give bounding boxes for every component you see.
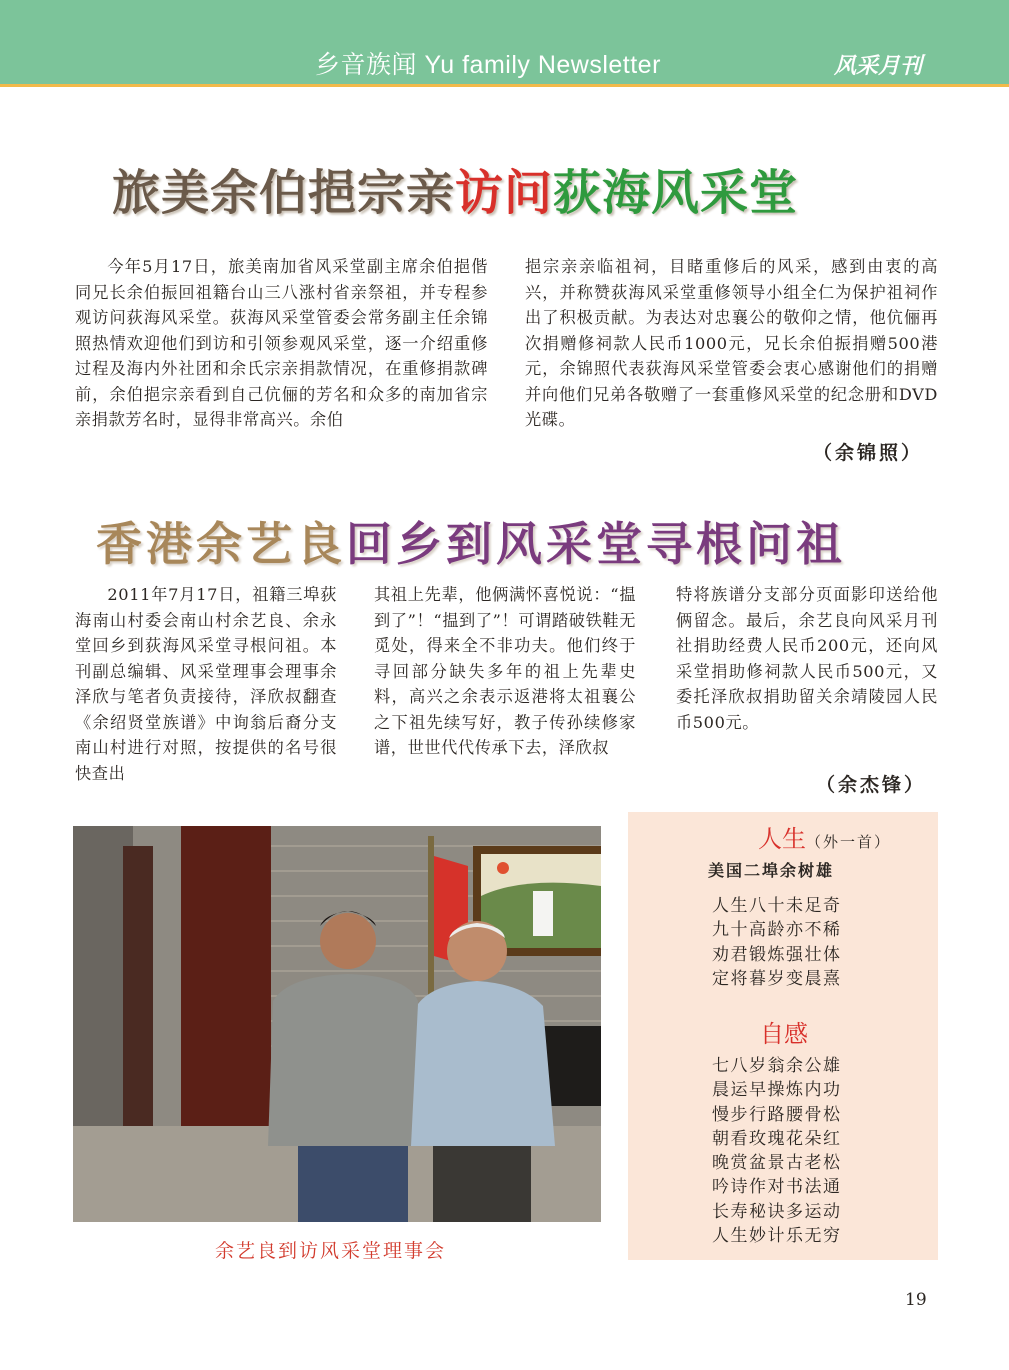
- photo-caption: 余艺良到访风采堂理事会: [215, 1240, 447, 1262]
- poem-line: 七八岁翁余公雄: [712, 1056, 842, 1076]
- poem-line: 晨运早操炼内功: [712, 1080, 842, 1101]
- headline-part: 访问: [455, 165, 554, 221]
- page-number: 19: [905, 1290, 927, 1310]
- poem2-title: 自感: [760, 1020, 808, 1048]
- article1-headline: [112, 164, 798, 222]
- article1-paragraph: 挹宗亲亲临祖祠，目睹重修后的风采，感到由衷的高兴，并称赞荻海风采堂重修领导小组全仁为保护祖祠作出了积极贡献。为表达对忠襄公的敬仰之情，他伉俪再次捐赠修祠款人民币1000元，兄长余伯振捐赠500港元，余锦照代表荻海风采堂管委会衷心感谢他们的捐赠并向他们兄弟各敬赠了一套重修风采堂的纪念册和DVD光碟。: [525, 257, 938, 429]
- poem1-title-text: 人生: [758, 825, 806, 853]
- article2-paragraph: 2011年7月17日，祖籍三埠荻海南山村委会南山村余艺良、余永堂回乡到荻海风采堂寻根问祖。本刊副总编辑、风采堂理事会理事余泽欣与笔者负责接待，泽欣叔翻查《余绍贤堂族谱》中询翁后裔分支南山村进行对照，按提供的名号很快查出: [75, 585, 337, 783]
- poem-line: 人生八十未足奇: [712, 896, 842, 916]
- poem-line: 人生妙计乐无穷: [712, 1226, 842, 1247]
- article2-headline: [96, 516, 846, 572]
- headline-part: 荻海风采堂: [553, 165, 799, 221]
- article2-paragraph: 特将族谱分支部分页面影印送给他俩留念。最后，余艺良向风采月刊社捐助经费人民币200元，还向风采堂捐助修祠款人民币500元，又委托泽欣叔捐助留关余靖陵园人民币500元。: [676, 585, 938, 732]
- poem-line: 劝君锻炼强壮体: [712, 944, 842, 965]
- article2-paragraph: 其祖上先辈，他俩满怀喜悦说：“揾到了”！“揾到了”！可谓踏破铁鞋无觅处，得来全不非功夫。他们终于寻回部分缺失多年的祖上先辈史料，高兴之余表示返港将太祖襄公之下祖先续写好，教子传孙续修家谱，世世代代传承下去，泽欣叔: [374, 585, 636, 757]
- poem1-body: [712, 894, 842, 991]
- poem-line: 晚赏盆景古老松: [712, 1153, 842, 1174]
- poem-line: 定将暮岁变晨熹: [712, 968, 842, 989]
- article1-column-2: [525, 254, 938, 433]
- article2-author: （余杰锋）: [816, 774, 927, 796]
- headline-part: 旅美余伯挹宗亲: [112, 165, 456, 221]
- poem2-body: [712, 1054, 842, 1248]
- article1-paragraph: 今年5月17日，旅美南加省风采堂副主席余伯挹偕同兄长余伯振回祖籍台山三八涨村省亲祭祖，并专程参观访问荻海风采堂。荻海风采堂管委会常务副主任余锦照热情欢迎他们到访和引领参观风采堂，逐一介绍重修过程及海内外社团和余氏宗亲捐款情况，在重修捐款碑前，余伯挹宗亲看到自己伉俪的芳名和众多的南加省宗亲捐款芳名时，显得非常高兴。余伯: [75, 257, 488, 429]
- poem-line: 九十高龄亦不稀: [712, 920, 842, 941]
- poem1-author: 美国二埠余树雄: [708, 861, 835, 880]
- article2-column-2: [374, 582, 636, 761]
- poem1-title: [758, 824, 891, 857]
- poem-line: 长寿秘诀多运动: [712, 1201, 842, 1222]
- poem-line: 朝看玫瑰花朵红: [712, 1128, 842, 1149]
- article2-column-3: [676, 582, 938, 735]
- article2-column-1: [75, 582, 337, 786]
- photo-illustration: [73, 826, 601, 1222]
- headline-part: 回乡到风采堂寻根问祖: [346, 517, 846, 571]
- article1-author: （余锦照）: [813, 442, 924, 464]
- poem-box: [628, 812, 938, 1260]
- newsletter-title: 乡音族闻 Yu family Newsletter: [315, 51, 661, 79]
- headline-part: 香港余艺良: [96, 517, 346, 571]
- visit-photo: [73, 826, 601, 1222]
- poem1-subtitle: （外一首）: [806, 833, 892, 851]
- header-divider: [0, 84, 1009, 87]
- poem-line: 吟诗作对书法通: [712, 1177, 842, 1198]
- article1-column-1: [75, 254, 488, 433]
- poem-line: 慢步行路腰骨松: [712, 1104, 842, 1125]
- magazine-name: 风采月刊: [834, 54, 923, 79]
